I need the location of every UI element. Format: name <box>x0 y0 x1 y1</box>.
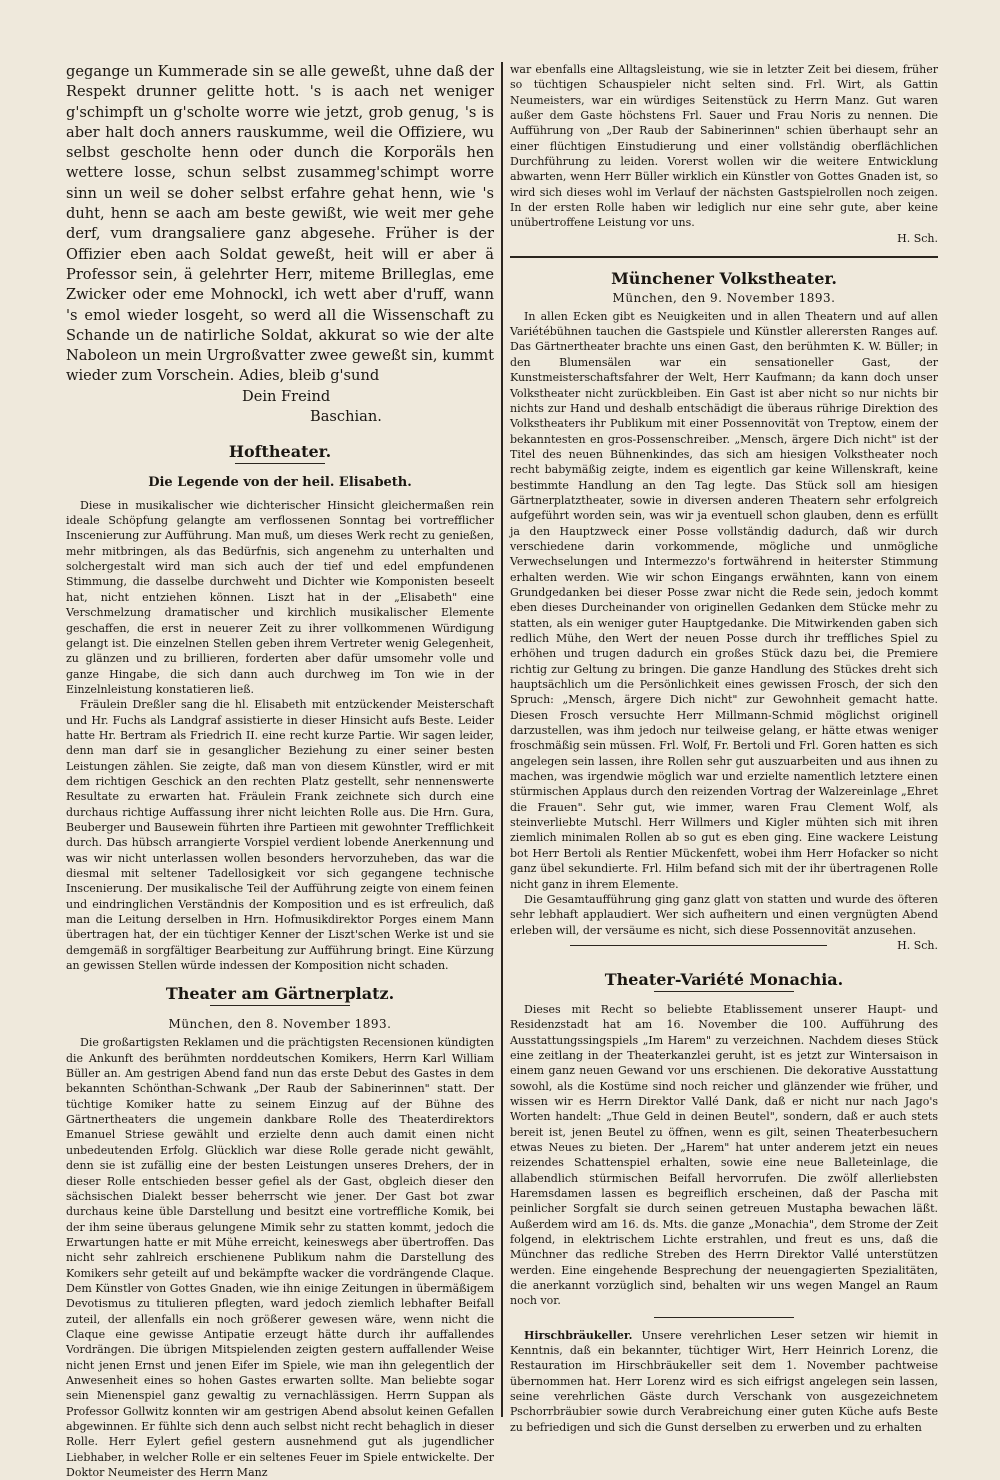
letter-closing: Dein Freind <box>242 387 331 405</box>
volkstheater-paragraph-2: Die Gesamtaufführung ging ganz glatt von statten und wurde des öfteren sehr lebhaft applaudiert. Wer sich aufheitern und einen vergnügten Abend erleben will, der versäume es nicht, sich diese Possennovität anzusehen. <box>510 892 938 937</box>
monachia-heading: Theater-Variété Monachia. <box>604 969 844 989</box>
volkstheater-paragraph-1: In allen Ecken gibt es Neuigkeiten und in allen Theatern und auf allen Variétébühnen tauchen die Gastspiele und Künstler allerersten Ranges auf. Das Gärtnertheater brachte uns einen Gast, den berühmten K. W. Büller; in den Blumensälen war ein sensationeller Gast, der Kunstmeisterschaftsfahrer der Welt, Herr Kaufmann; da kann doch unser Volkstheater nicht zurückbleiben. Ein Gast ist aber nicht so nur nichts bir nichts zur Hand und deshalb entschädigt die überaus rührige Direktion des Volkstheaters ihr Publikum mit einer Possennovität von Treptow, einem der bekanntesten en gros-Possenschreiber. „Mensch, ärgere Dich nicht" ist der Titel des neuen Bühnenkindes, das sich am hiesigen Volkstheater noch recht babymäßig zeigte, indem es eigentlich gar keine Willenskraft, keine bestimmte Handlung an den Tag legte. Das Stück soll am hiesigen Gärtnerplatztheater, sowie in diversen anderen Theatern sehr erfolgreich aufgeführt worden sein, was wir ja eventuell schon glauben, denn es erfüllt ja den Hauptzweck einer Posse vollständig dadurch, daß wir durch verschiedene darin vorkommende, mögliche und unmögliche Verwechselungen und Intermezzo's fortwährend in heiterster Stimmung erhalten werden. Wie wir schon Eingangs erwähnten, kann von einem Grundgedanken bei dieser Posse zwar nicht die Rede sein, jedoch kommt eben dieses Durcheinander von originellen Gedanken dem Stücke mehr zu statten, als ein weniger guter Hauptgedanke. Die Mitwirkenden gaben sich redlich Mühe, den Wert der neuen Posse durch ihr treffliches Spiel zu erhöhen und trugen dadurch ein großes Stück dazu bei, die Premiere richtig zur Geltung zu bringen. Die ganze Handlung des Stückes dreht sich hauptsächlich um die Persönlichkeit eines gewissen Frosch, der sich den Spruch: „Mensch, ärgere Dich nicht" zur Gewohnheit gemacht hatte. Diesen Frosch versuchte Herr Millmann-Schmid möglichst originell darzustellen, was ihm jedoch nur teilweise gelang, er hätte etwas weniger froschmäßig sein müssen. Frl. Wolf, Fr. Bertoli und Frl. Goren hatten es sich angelegen sein lassen, ihre Rollen sehr gut auszuarbeiten und aus ihnen zu machen, was irgendwie möglich war und erzielte namentlich letztere einen stürmischen Applaus durch den reizenden Vortrag der Walzereinlage „Ehret die Frauen". Sehr gut, wie immer, waren Frau Clement Wolf, als steinverliebte Mutschl. Herr Willmers und Kigler mühten sich mit ihren ziemlich minimalen Rollen ab so gut es eben ging. Eine wackere Leistung bot Herr Bertoli als Rentier Mückenfett, wobei ihm Herr Hofacker so nicht ganz übel sekundierte. Frl. Hilm befand sich mit der ihr übertragenen Rolle nicht ganz in ihrem Elemente. <box>510 309 938 891</box>
hoftheater-paragraph-2: Fräulein Dreßler sang die hl. Elisabeth mit entzückender Meisterschaft und Hr. Fuchs als Landgraf assistierte in dieser Hinsicht aufs Beste. Leider hatte Hr. Bertram als Friedrich II. eine recht kurze Partie. Wir sagen leider, denn man darf sie in gesanglicher Beziehung zu einer seiner besten Leistungen zählen. Sie zeigte, daß man von diesem Künstler, wird er mit dem richtigen Geschick an den rechten Platz gestellt, sehr nennenswerte Resultate zu erwarten hat. Fräulein Frank zeichnete sich durch eine durchaus richtige Auffassung ihrer nicht leichten Rolle aus. Die Hrn. Gura, Beuberger und Bausewein führten ihre Partieen mit gewohnter Trefflichkeit durch. Das hübsch arrangierte Vorspiel verdient lobende Anerkennung und was wir nicht unterlassen wollen besonders hervorzuheben, das war die diesmal mit seltener Tadellosigkeit vor sich gegangene technische Inscenierung. Der musikalische Teil der Aufführung zeigte von einem feinen und eindringlichen Verständnis der Komposition und es ist erfreulich, daß man die Leitung derselben in Hrn. Hofmusikdirektor Porges einem Mann übertragen hat, der ein tüchtiger Kenner der Liszt'schen Werke ist und sie demgemäß in sorgfältiger Bearbeitung zur Aufführung bringt. Eine Kürzung an gewissen Stellen würde indessen der Komposition nicht schaden. <box>66 698 494 973</box>
hirschbraeu-lead: Hirschbräukeller. <box>524 1328 633 1342</box>
hoftheater-subheading: Die Legende von der heil. Elisabeth. <box>148 474 412 490</box>
letter-paragraph: gegange un Kummerade sin se alle geweßt, uhne daß der Respekt drunner gelitte hott. 's is aach net weniger g'schimpft un g'scholte worre wie jetzt, grob genug, 's is aber halt doch anners rauskumme, weil die Offiziere, wu selbst gescholte henn oder dunch die Korporäls hen wettere losse, schun selbst zusammeg'schimpt worre sinn un weil se doher selbst erfahre gehat henn, wie 's duht, henn se aach am beste gewißt, wie weit mer gehe derf, vum drangsaliere ganz abgesehe. Früher is der Offizier eben aach Soldat geweßt, heit will er aber ä Professor sein, ä gelehrter Herr, miteme Brilleglas, eme Zwicker oder eme Mohnockl, ich wett aber d'ruff, wann 's emol wieder losgeht, so werd all die Wissenschaft zu Schande un de natirliche Soldat, akkurat so wie der alte Naboleon un mein Urgroßvatter zwee geweßt sin, kummt wieder zum Vorschein. Adies, bleib g'sund <box>66 63 494 385</box>
section-rule <box>510 256 938 258</box>
heading-underline <box>654 991 794 992</box>
volkstheater-dateline: München, den 9. November 1893. <box>612 290 836 305</box>
gaertnerplatz-paragraph: Die großartigsten Reklamen und die prächtigsten Recensionen kündigten die Ankunft des berühmten norddeutschen Komikers, Herrn Karl William Büller an. Am gestrigen Abend fand nun das erste Debut des Gastes in dem bekannten Schönthan-Schwank „Der Raub der Sabinerinnen" statt. Der tüchtige Komiker hatte zu seinem Einzug auf der Bühne des Gärtnertheaters die ungemein dankbare Rolle des Theaterdirektors Emanuel Striese gewählt und erzielte denn auch damit einen nicht unbedeutenden Erfolg. Glücklich war diese Rolle gerade nicht gewählt, denn sie ist zufällig eine der besten Leistungen unseres Drehers, der in dieser Rolle entschieden besser gefiel als der Gast, obgleich dieser den sächsischen Dialekt besser beherrscht wie jener. Der Gast bot zwar durchaus keine üble Darstellung und besitzt eine vortreffliche Komik, bei der ihm seine überaus gelungene Mimik sehr zu statten kommt, jedoch die Erwartungen hatte er mit Mühe erreicht, keineswegs aber übertroffen. Das nicht sehr zahlreich erschienene Publikum nahm die Darstellung des Komikers sehr geteilt auf und bekämpfte wacker die vordrängende Claque. Dem Künstler von Gottes Gnaden, wie ihn einige Zeitungen in übermäßigem Devotismus zu titulieren pflegten, ward jedoch ziemlich lebhafter Beifall zuteil, der allenfalls ein noch größerer gewesen wäre, wenn nicht die Claque eine gewisse Antipatie erzeugt hätte durch ihr auffallendes Vordrängen. Die übrigen Mitspielenden zeigten gestern auffallender Weise nicht jenen Ernst und jenen Eifer im Spiele, wie man ihn gelegentlich der Anwesenheit eines so hohen Gastes erwarten sollte. Man beliebte sogar sein Mienenspiel ganz gewaltig zu vernachlässigen. Herrn Suppan als Professor Gollwitz konnten wir am gestrigen Abend absolut keinen Gefallen abgewinnen. Er fühlte sich denn auch selbst nicht recht behaglich in dieser Rolle. Herr Eylert gefiel gestern ausnehmend gut als jugendlicher Liebhaber, in welcher Rolle er ein seltenes Feuer im Spiele entwickelte. Der Doktor Neumeister des Herrn Manz <box>66 1036 494 1480</box>
left-column <box>66 62 494 1480</box>
author-sign: H. Sch. <box>897 938 938 952</box>
column-divider <box>501 62 503 1417</box>
hirschbraeu-text: Unsere verehrlichen Leser setzen wir hiemit in Kenntnis, daß ein bekannter, tüchtiger Wirt, Herr Heinrich Lorenz, die Restauration im Hirschbräukeller seit dem 1. November pachtweise übernommen hat. Herr Lorenz wird es sich eifrigst angelegen sein lassen, seine verehrlichen Gäste durch Verschank von ausgezeichnetem Pschorrbräubier sowie durch Verabreichung einer guten Küche aufs Beste zu befriedigen und sich die Gunst derselben zu erwerben und zu erhalten <box>510 1328 939 1434</box>
heading-underline <box>235 463 325 464</box>
gaertnerplatz-heading: Theater am Gärtnerplatz. <box>165 984 395 1004</box>
volkstheater-heading: Münchener Volkstheater. <box>611 268 837 288</box>
hoftheater-paragraph-1: Diese in musikalischer wie dichterischer Hinsicht gleichermaßen rein ideale Schöpfung gelangte am verflossenen Sonntag bei vortrefflicher Inscenierung zur Aufführung. Man muß, um dieses Werk recht zu genießen, mehr mitbringen, als das Bedürfnis, sich angenehm zu unterhalten und solchergestalt wird man sich auch der tief und edel empfundenen Stimmung, die dasselbe durchweht und Dichter wie Komponisten beseelt hat, nicht entziehen können. Liszt hat in der „Elisabeth" eine Verschmelzung dramatischer und kirchlich musikalischer Elemente geschaffen, die erst in neuerer Zeit zu ihrer vollkommenen Würdigung gelangt ist. Die einzelnen Stellen geben ihrem Vertreter wenig Gelegenheit, zu glänzen und zu brillieren, forderten aber dafür umsomehr volle und ganze Hingabe, die sich dann auch durchweg im Ton wie in der Einzelnleistung konstatieren ließ. <box>66 498 494 696</box>
monachia-paragraph: Dieses mit Recht so beliebte Etablissement unserer Haupt- und Residenzstadt hat am 16. November die 100. Aufführung des Ausstattungssingspiels „Im Harem" zu verzeichnen. Nachdem dieses Stück eine zeitlang in der Theaterkanzlei geruht, ist es jetzt zur Wintersaison in einem ganz neuen Gewand vor uns erschienen. Die dekorative Ausstattung sowohl, als die Kostüme sind noch reicher und glänzender wie früher, und wissen wir es Herrn Direktor Vallé Dank, daß er nicht nur nach Jago's Worten handelt: „Thue Geld in deinen Beutel", sondern, daß er auch stets bereit ist, jenen Beutel zu öffnen, wenn es gilt, seinen Theaterbesuchern etwas Neues zu bieten. Der „Harem" hat unter anderem jetzt ein neues reizendes Schattenspiel erhalten, sowie eine neue Balleteinlage, die allabendlich stürmischen Beifall hervorrufen. Die zwölf allerliebsten Haremsdamen lassen es begreiflich erscheinen, daß der Pascha mit peinlicher Sorgfalt sie durch seinen getreuen Mustapha bewachen läßt. Außerdem wird am 16. ds. Mts. die ganze „Monachia", dem Strome der Zeit folgend, in elektrischem Lichte erstrahlen, und freut es uns, daß die Münchner das redliche Streben des Herrn Direktor Vallé unterstützen werden. Eine eingehende Besprechung der neuengagierten Spezialitäten, die anerkannt vorzüglich sind, behalten wir uns wegen Mangel an Raum noch vor. <box>510 1002 938 1308</box>
gaertnerplatz-continuation: war ebenfalls eine Alltagsleistung, wie sie in letzter Zeit bei diesem, früher so tüchtigen Schauspieler nicht selten sind. Frl. Wirt, als Gattin Neumeisters, war ein würdiges Seitenstück zu Herrn Manz. Gut waren außer dem Gaste höchstens Frl. Sauer und Frau Noris zu nennen. Die Aufführung von „Der Raub der Sabinerinnen" schien überhaupt sehr an einer flüchtigen Einstudierung und einer vollständig oberflächlichen Durchführung zu leiden. Vorerst wollen wir die weitere Entwicklung abwarten, wenn Herr Büller wirklich ein Künstler von Gottes Gnaden ist, so wird sich dieses wohl im Verlauf der nächsten Gastspielrollen noch zeigen. In der ersten Rolle haben wir lediglich nur eine sehr gute, aber keine unübertroffene Leistung vor uns. <box>510 63 938 230</box>
author-sign: H. Sch. <box>897 231 938 245</box>
letter-signature: Baschian. <box>310 407 382 425</box>
volkstheater-signline <box>510 938 938 953</box>
hoftheater-heading: Hoftheater. <box>228 441 332 461</box>
section-separator <box>654 1317 794 1318</box>
right-column <box>510 62 939 1434</box>
heading-underline <box>210 1005 350 1006</box>
hirschbraeu-paragraph <box>510 1328 938 1435</box>
signature-rule <box>570 945 827 946</box>
gaertnerplatz-dateline: München, den 8. November 1893. <box>168 1017 392 1032</box>
